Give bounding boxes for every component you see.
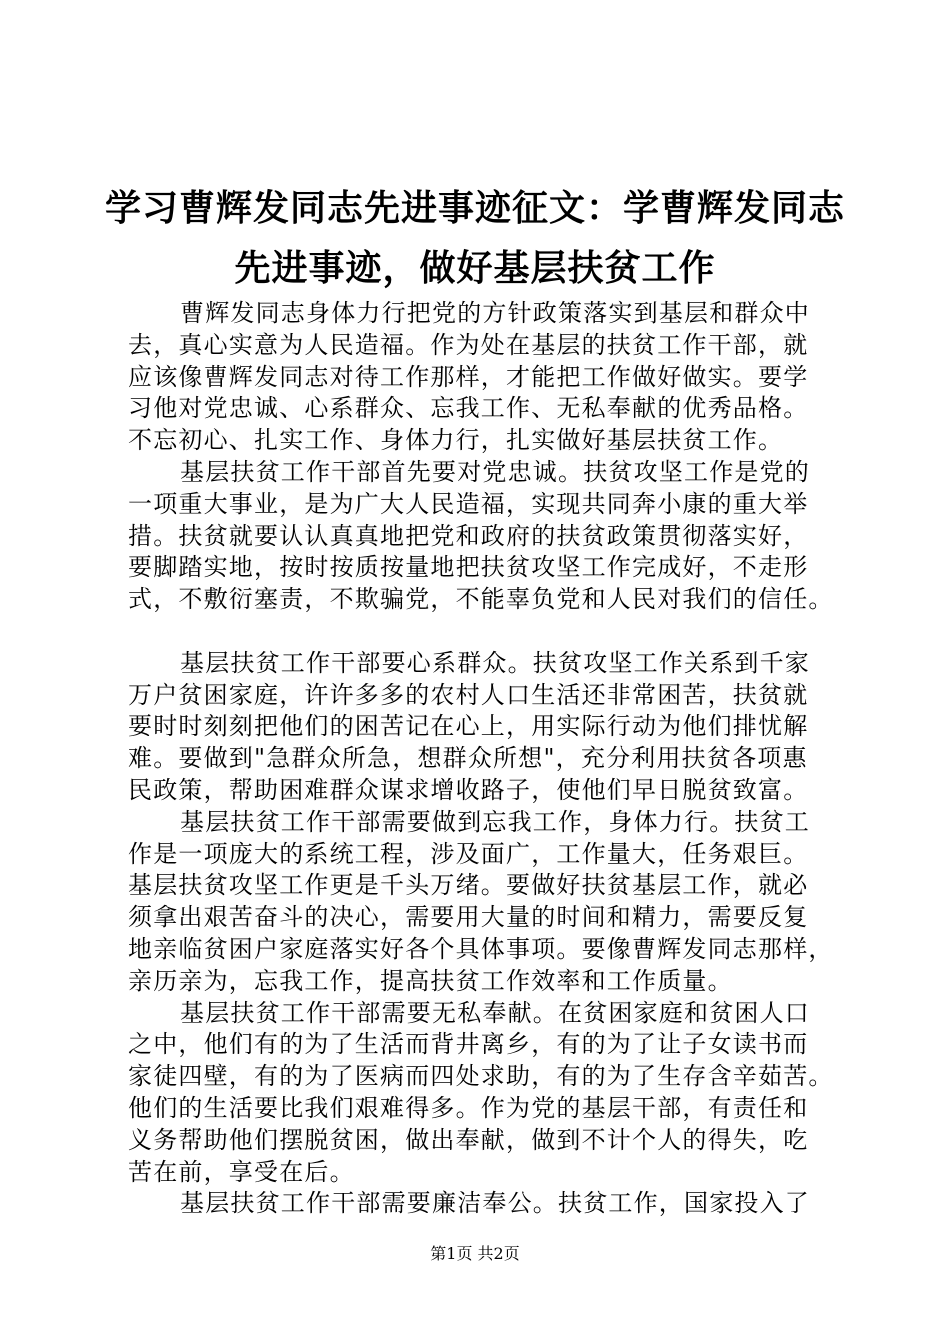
text-line: 曹辉发同志身体力行把党的方针政策落实到基层和群众中: [180, 299, 810, 327]
text-line: 应该像曹辉发同志对待工作那样，才能把工作做好做实。要学: [128, 362, 809, 391]
text-line: 要脚踏实地，按时按质按量地把扶贫攻坚工作完成好，不走形: [128, 553, 809, 582]
text-line: 地亲临贫困户家庭落实好各个具体事项。要像曹辉发同志那样，: [128, 934, 834, 963]
text-line: 民政策，帮助困难群众谋求增收路子，使他们早日脱贫致富。: [128, 775, 809, 804]
text-line: 家徒四壁，有的为了医病而四处求助，有的为了生存含辛茹苦。: [128, 1062, 834, 1091]
text-line: 基层扶贫工作干部要心系群众。扶贫攻坚工作关系到千家: [180, 648, 810, 677]
text-line: 基层扶贫工作干部需要做到忘我工作，身体力行。扶贫工: [180, 807, 810, 836]
page-footer: 第1页 共2页: [430, 1244, 520, 1263]
paragraph-gap: [128, 616, 858, 648]
text-line: 万户贫困家庭，许许多多的农村人口生活还非常困苦，扶贫就: [128, 680, 809, 709]
text-line: 一项重大事业，是为广大人民造福，实现共同奔小康的重大举: [128, 489, 809, 518]
text-line: 基层扶贫工作干部首先要对党忠诚。扶贫攻坚工作是党的: [180, 457, 810, 486]
text-line: 基层扶贫工作干部需要廉洁奉公。扶贫工作，国家投入了: [180, 1189, 810, 1218]
text-line: 式，不敷衍塞责，不欺骗党，不能辜负党和人民对我们的信任。: [128, 585, 834, 614]
text-line: 习他对党忠诚、心系群众、忘我工作、无私奉献的优秀品格。: [128, 394, 809, 423]
text-line: 难。要做到"急群众所急，想群众所想"，充分利用扶贫各项惠: [128, 744, 808, 773]
text-line: 亲历亲为，忘我工作，提高扶贫工作效率和工作质量。: [128, 966, 733, 995]
document-title-line-1: 学习曹辉发同志先进事迹征文：学曹辉发同志: [104, 187, 845, 229]
text-line: 要时时刻刻把他们的困苦记在心上，用实际行动为他们排忧解: [128, 712, 809, 741]
text-line: 义务帮助他们摆脱贫困，做出奉献，做到不计个人的得失，吃: [128, 1125, 809, 1154]
text-line: 措。扶贫就要认认真真地把党和政府的扶贫政策贯彻落实好，: [128, 521, 809, 550]
text-line: 苦在前，享受在后。: [128, 1157, 355, 1186]
text-line: 他们的生活要比我们艰难得多。作为党的基层干部，有责任和: [128, 1093, 809, 1122]
text-line: 不忘初心、扎实工作、身体力行，扎实做好基层扶贫工作。: [128, 426, 784, 455]
text-line: 基层扶贫攻坚工作更是千头万绪。要做好扶贫基层工作，就必: [128, 871, 809, 900]
document-body: [128, 298, 858, 1220]
text-line: 须拿出艰苦奋斗的决心，需要用大量的时间和精力，需要反复: [128, 903, 809, 932]
text-line: 之中，他们有的为了生活而背井离乡，有的为了让子女读书而: [128, 1030, 809, 1059]
document-title-line-2: 先进事迹，做好基层扶贫工作: [234, 247, 716, 289]
text-line: 作是一项庞大的系统工程，涉及面广，工作量大，任务艰巨。: [128, 839, 809, 868]
text-line: 去，真心实意为人民造福。作为处在基层的扶贫工作干部，就: [128, 330, 809, 359]
text-line: 基层扶贫工作干部需要无私奉献。在贫困家庭和贫困人口: [180, 998, 810, 1027]
